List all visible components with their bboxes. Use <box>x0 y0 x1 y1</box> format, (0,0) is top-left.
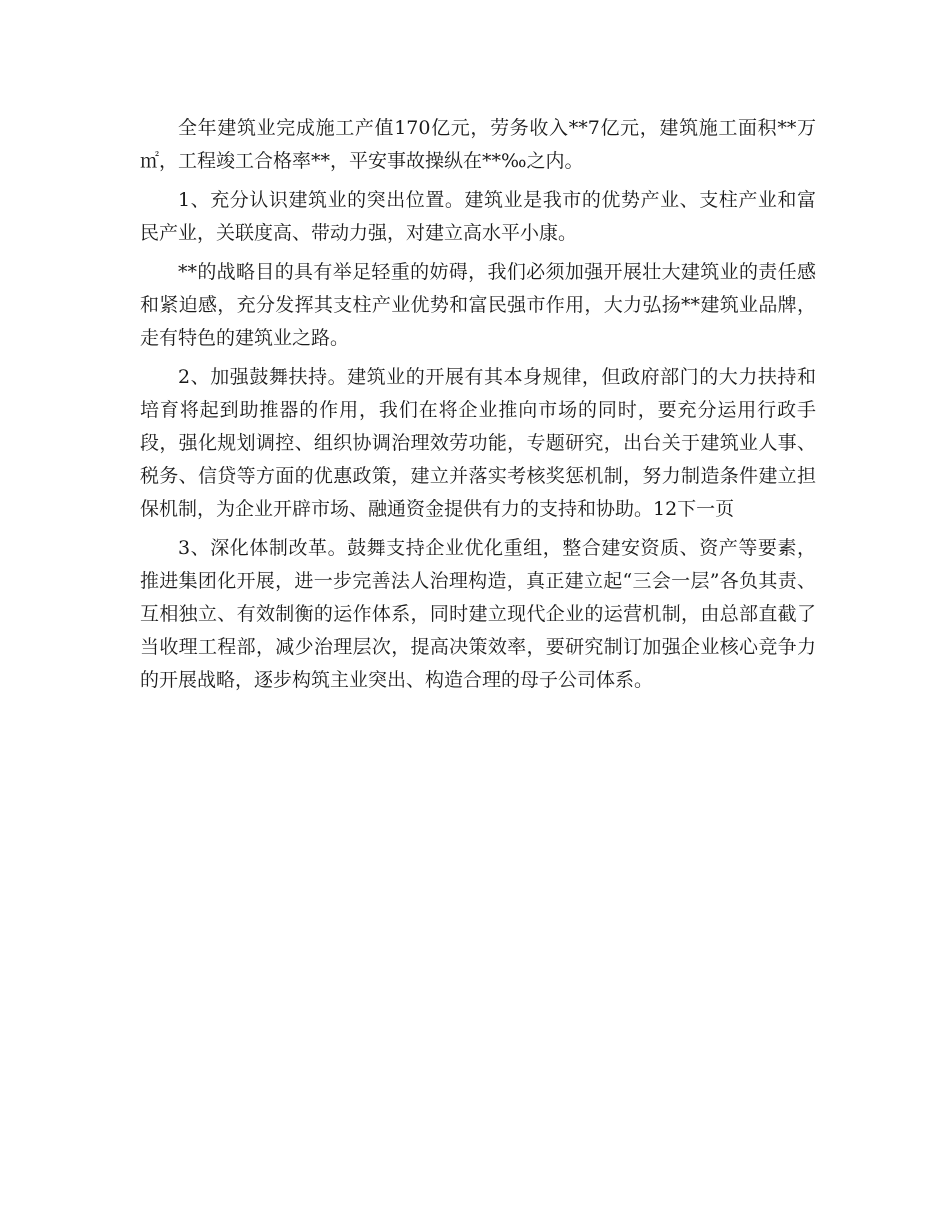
paragraph-3: **的战略目的具有举足轻重的妨碍，我们必须加强开展壮大建筑业的责任感和紧迫感，充分发挥其支柱产业优势和富民强市作用，大力弘扬**建筑业品牌，走有特色的建筑业之路。 <box>140 261 816 349</box>
paragraph-4: 2、加强鼓舞扶持。建筑业的开展有其本身规律，但政府部门的大力扶持和培育将起到助推器的作用，我们在将企业推向市场的同时，要充分运用行政手段，强化规划调控、组织协调治理效劳功能，专题研究，出台关于建筑业人事、税务、信贷等方面的优惠政策，建立并落实考核奖惩机制，努力制造条件建立担保机制，为企业开辟市场、融通资金提供有力的支持和协助。12下一页 <box>140 366 816 520</box>
paragraph-5: 3、深化体制改革。鼓舞支持企业优化重组，整合建安资质、资产等要素，推进集团化开展，进一步完善法人治理构造，真正建立起“三会一层”各负其责、互相独立、有效制衡的运作体系，同时建立现代企业的运营机制，由总部直截了当收理工程部，减少治理层次，提高决策效率，要研究制订加强企业核心竞争力的开展战略，逐步构筑主业突出、构造合理的母子公司体系。 <box>140 537 816 691</box>
paragraph-1: 全年建筑业完成施工产值170亿元，劳务收入**7亿元，建筑施工面积**万㎡，工程竣工合格率**，平安事故操纵在**‰之内。 <box>140 117 816 172</box>
paragraph-2: 1、充分认识建筑业的突出位置。建筑业是我市的优势产业、支柱产业和富民产业，关联度高、带动力强，对建立高水平小康。 <box>140 189 816 244</box>
document-body <box>140 112 816 703</box>
